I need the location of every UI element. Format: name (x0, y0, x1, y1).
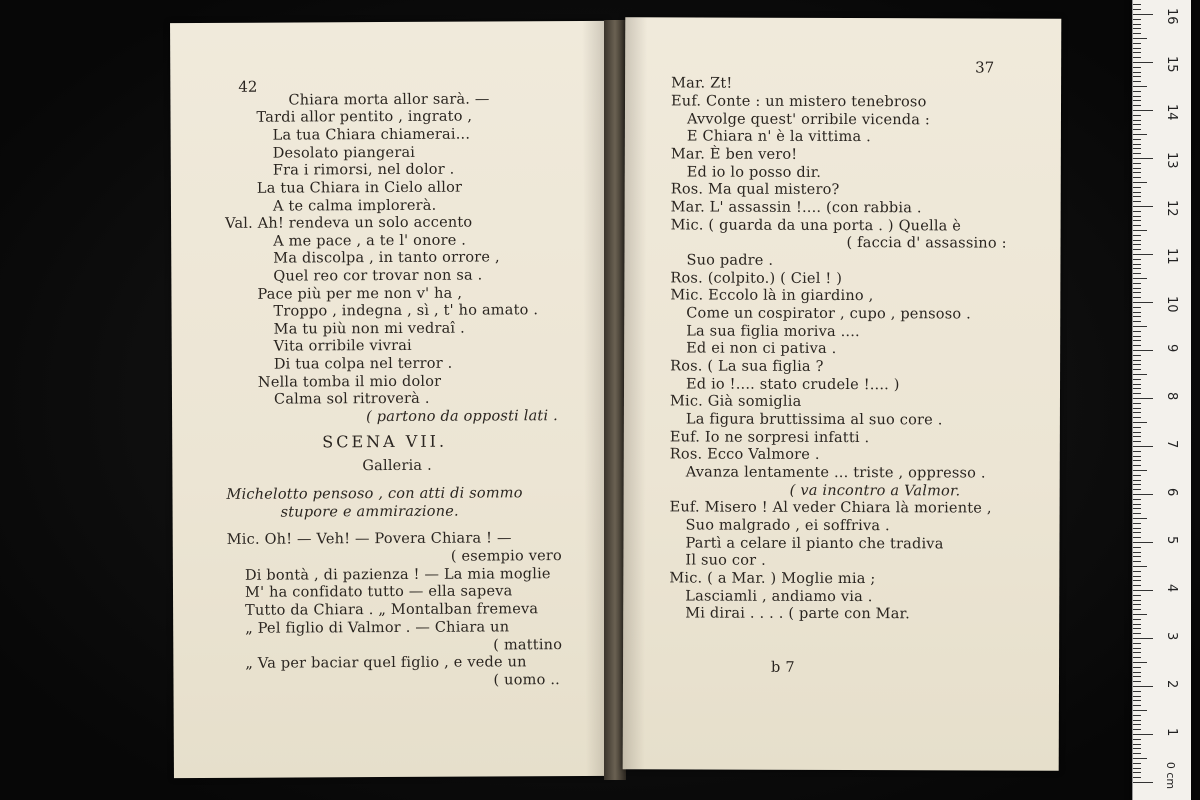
ruler-tick (1133, 528, 1141, 529)
ruler-tick (1133, 441, 1141, 442)
text-line: Ed io !.... stato crudele !.... ) (686, 376, 900, 394)
ruler-tick (1133, 172, 1141, 173)
ruler-number: 4 (1164, 584, 1179, 593)
ruler-tick (1133, 307, 1141, 308)
ruler-tick (1133, 192, 1141, 193)
text-line-speaker: Mar. L' assassin !.... (con rabbia . (670, 199, 922, 217)
text-line: A me pace , a te l' onore . (273, 232, 467, 250)
ruler-tick (1133, 542, 1153, 543)
ruler-tick (1133, 206, 1153, 207)
ruler-tick (1133, 744, 1141, 745)
ruler-tick (1133, 278, 1147, 279)
ruler-tick (1133, 633, 1141, 634)
text-line: Avvolge quest' orribile vicenda : (686, 111, 931, 129)
ruler-tick (1133, 326, 1147, 327)
ruler-tick (1133, 360, 1141, 361)
ruler-tick (1133, 398, 1153, 399)
ruler-tick (1133, 264, 1141, 265)
ruler-tick (1133, 331, 1141, 332)
right-page (623, 17, 1062, 771)
ruler-tick (1133, 254, 1153, 255)
ruler-tick (1133, 388, 1141, 389)
text-line: Chiara morta allor sarà. — (288, 91, 490, 109)
ruler-tick (1133, 628, 1141, 629)
ruler-tick (1133, 9, 1141, 10)
text-line: Ed ei non ci pativa . (686, 340, 837, 357)
text-line: Tardi allor pentito , ingrato , (256, 108, 473, 126)
ruler-tick (1133, 316, 1141, 317)
stage-direction: ( partono da opposti lati . (366, 408, 558, 426)
ruler-tick (1133, 393, 1141, 394)
ruler-tick (1133, 321, 1141, 322)
text-line-speaker: Mic. ( a Mar. ) Moglie mia ; (669, 570, 876, 588)
ruler-tick (1133, 624, 1141, 625)
ruler-tick (1133, 412, 1141, 413)
ruler-tick (1133, 129, 1141, 130)
text-line: M' ha confidato tutto — ella sapeva (244, 583, 513, 601)
ruler-tick (1133, 715, 1141, 716)
text-line-speaker: Mic. Eccolo là in giardino , (670, 287, 874, 305)
ruler-tick (1133, 268, 1141, 269)
ruler-tick (1133, 220, 1141, 221)
ruler-tick (1133, 350, 1153, 351)
page-number-left: 42 (238, 77, 258, 96)
ruler-tick (1133, 240, 1141, 241)
text-line: Il suo cor . (685, 552, 766, 569)
left-page (170, 21, 610, 778)
ruler-tick (1133, 340, 1141, 341)
ruler-tick (1133, 43, 1141, 44)
ruler-tick (1133, 187, 1141, 188)
ruler-tick (1133, 436, 1141, 437)
ruler-tick (1133, 518, 1147, 519)
stage-direction: Michelotto pensoso , con atti di sommo (226, 485, 523, 503)
ruler-tick (1133, 345, 1141, 346)
text-line: La sua figlia moriva .... (686, 323, 860, 341)
ruler-tick (1133, 24, 1141, 25)
ruler-tick (1133, 686, 1153, 687)
ruler-tick (1133, 28, 1141, 29)
ruler-tick (1133, 369, 1141, 370)
ruler-tick (1133, 100, 1141, 101)
ruler-tick (1133, 408, 1141, 409)
ruler-tick (1133, 748, 1141, 749)
ruler-tick (1133, 499, 1141, 500)
ruler-tick (1133, 700, 1141, 701)
text-line: Ma discolpa , in tanto orrore , (273, 249, 500, 267)
ruler-tick (1133, 566, 1147, 567)
ruler-tick (1133, 609, 1141, 610)
ruler-tick (1133, 211, 1141, 212)
ruler-tick (1133, 724, 1141, 725)
text-line: Partì a celare il pianto che tradiva (685, 535, 944, 553)
text-line: Tutto da Chiara . „ Montalban fremeva (245, 601, 539, 619)
ruler-tick (1133, 148, 1141, 149)
ruler-tick (1133, 196, 1141, 197)
ruler-tick (1133, 14, 1153, 15)
ruler-tick (1133, 475, 1141, 476)
ruler-tick (1133, 153, 1141, 154)
text-line-speaker: Ros. Ecco Valmore . (669, 446, 820, 463)
ruler-tick (1133, 758, 1147, 759)
text-line: La tua Chiara in Cielo allor (256, 179, 463, 197)
ruler-tick (1133, 139, 1141, 140)
ruler-number: 6 (1164, 488, 1179, 497)
right-page-shadow (623, 17, 648, 769)
text-line: Fra i rimorsi, nel dolor . (272, 161, 455, 179)
ruler-unit: 0 cm (1164, 761, 1178, 790)
ruler-number: 16 (1164, 8, 1179, 25)
ruler-tick (1133, 494, 1153, 495)
ruler-number: 3 (1164, 632, 1179, 641)
text-line: Calma sol ritroverà . (273, 390, 430, 408)
ruler-tick (1133, 355, 1141, 356)
text-line-speaker: Mic. Oh! — Veh! — Povera Chiara ! — (226, 530, 512, 548)
text-line-speaker: Mic. Già somiglia (669, 393, 802, 410)
ruler-tick (1133, 33, 1141, 34)
text-line: A te calma implorerà. (272, 197, 437, 215)
ruler-tick (1133, 86, 1147, 87)
ruler-tick (1133, 547, 1141, 548)
text-line: Di bontà , di pazienza ! — La mia moglie (244, 566, 551, 584)
ruler-tick (1133, 144, 1141, 145)
ruler-tick (1133, 763, 1141, 764)
ruler-tick (1133, 283, 1141, 284)
text-line: Nella tomba il mio dolor (257, 373, 442, 391)
text-line-speaker: Euf. Io ne sorpresi infatti . (669, 429, 870, 447)
ruler-tick (1133, 619, 1141, 620)
ruler-number: 2 (1164, 680, 1179, 689)
ruler-tick (1133, 676, 1141, 677)
ruler-tick (1133, 465, 1141, 466)
ruler-tick (1133, 600, 1141, 601)
ruler-tick (1133, 604, 1141, 605)
ruler-tick (1133, 288, 1141, 289)
text-line: Troppo , indegna , sì , t' ho amato . (273, 302, 539, 320)
ruler-tick (1133, 643, 1141, 644)
ruler-tick (1133, 657, 1141, 658)
ruler-tick (1133, 556, 1141, 557)
ruler-tick (1133, 729, 1141, 730)
ruler-tick (1133, 168, 1141, 169)
ruler-tick (1133, 403, 1141, 404)
text-line: La figura bruttissima al suo core . (685, 411, 943, 429)
ruler-tick (1133, 777, 1141, 778)
text-line-speaker: Mic. ( guarda da una porta . ) Quella è (670, 217, 962, 235)
text-line: Di tua colpa nel terror . (273, 355, 453, 373)
text-line: Pace più per me non v' ha , (257, 285, 463, 303)
ruler-tick (1133, 580, 1141, 581)
text-line: ( esempio vero (450, 548, 562, 565)
ruler-tick (1133, 38, 1147, 39)
ruler-tick (1133, 513, 1141, 514)
ruler-tick (1133, 753, 1141, 754)
ruler-tick (1133, 470, 1147, 471)
ruler-tick (1133, 772, 1141, 773)
stage-direction: stupore e ammirazione. (280, 503, 459, 521)
ruler-tick (1133, 705, 1141, 706)
text-line: La tua Chiara chiamerai... (272, 126, 471, 144)
ruler-tick (1133, 638, 1153, 639)
ruler-tick (1133, 158, 1153, 159)
ruler-number: 10 (1164, 296, 1179, 313)
ruler-tick (1133, 595, 1141, 596)
text-line-speaker: Mar. Zt! (671, 75, 733, 92)
ruler-number: 5 (1164, 536, 1179, 545)
text-line: Vita orribile vivrai (273, 337, 412, 355)
text-line: ( faccia d' assassino : (846, 235, 1007, 252)
scene-heading: SCENA VII. (322, 431, 448, 452)
ruler-tick (1133, 451, 1141, 452)
ruler-tick (1133, 96, 1141, 97)
ruler-tick (1133, 336, 1141, 337)
ruler-tick (1133, 508, 1141, 509)
ruler-tick (1133, 19, 1141, 20)
ruler-tick (1133, 67, 1141, 68)
ruler-tick (1133, 710, 1147, 711)
text-line: Lasciamli , andiamo via . (685, 588, 873, 606)
ruler-tick (1133, 72, 1141, 73)
text-line: „ Pel figlio di Valmor . — Chiara un (245, 619, 510, 637)
ruler-tick (1133, 585, 1141, 586)
ruler-tick (1133, 782, 1153, 783)
ruler-tick (1133, 696, 1141, 697)
ruler-tick (1133, 691, 1141, 692)
page-number-right: 37 (975, 58, 995, 77)
ruler-tick (1133, 681, 1141, 682)
ruler-tick (1133, 292, 1141, 293)
ruler-tick (1133, 552, 1141, 553)
ruler-tick (1133, 614, 1147, 615)
text-line-speaker: Ros. Ma qual mistero? (670, 181, 840, 198)
signature-mark: b 7 (771, 659, 795, 676)
ruler-tick (1133, 446, 1153, 447)
ruler-tick (1133, 105, 1141, 106)
ruler-tick (1133, 427, 1141, 428)
text-line-speaker: Mar. È ben vero! (670, 146, 798, 163)
ruler-tick (1133, 648, 1141, 649)
ruler-tick (1133, 768, 1141, 769)
ruler-tick (1133, 120, 1141, 121)
text-line: „ Va per baciar quel figlio , e vede un (245, 654, 527, 672)
ruler-tick (1133, 201, 1141, 202)
text-line: Ma tu più non mi vedraî . (273, 320, 465, 338)
ruler-tick (1133, 302, 1153, 303)
ruler-tick (1133, 480, 1141, 481)
ruler-tick (1133, 667, 1141, 668)
text-line: Ed io lo posso dir. (686, 164, 822, 181)
ruler-tick (1133, 91, 1141, 92)
text-line: Avanza lentamente ... triste , oppresso . (685, 464, 986, 482)
ruler-tick (1133, 489, 1141, 490)
ruler-number: 9 (1164, 344, 1179, 353)
text-line: ( uomo .. (493, 672, 560, 689)
ruler-tick (1133, 504, 1141, 505)
ruler-tick (1133, 374, 1147, 375)
ruler-tick (1133, 364, 1141, 365)
scene-place: Galleria . (362, 457, 432, 475)
ruler-tick (1133, 537, 1141, 538)
ruler-tick (1133, 216, 1141, 217)
ruler-tick (1133, 259, 1141, 260)
ruler-tick (1133, 460, 1141, 461)
text-line-speaker: Euf. Misero ! Al veder Chiara là moriente , (669, 499, 992, 517)
ruler-tick (1133, 62, 1153, 63)
ruler-tick (1133, 734, 1153, 735)
ruler-tick (1133, 177, 1141, 178)
ruler-tick (1133, 532, 1141, 533)
text-line-speaker: Ros. ( La sua figlia ? (670, 358, 824, 375)
ruler-tick (1133, 523, 1141, 524)
stage-direction: ( va incontro a Valmor. (789, 482, 961, 500)
ruler-tick (1133, 422, 1147, 423)
ruler-tick (1133, 590, 1153, 591)
ruler-tick (1133, 417, 1141, 418)
ruler-tick (1133, 163, 1141, 164)
text-line: Suo padre . (686, 252, 774, 269)
ruler-tick (1133, 57, 1141, 58)
ruler-tick (1133, 312, 1141, 313)
ruler-tick (1133, 225, 1141, 226)
ruler-tick (1133, 456, 1141, 457)
ruler-number: 7 (1164, 440, 1179, 449)
text-line-speaker: Euf. Conte : un mistero tenebroso (670, 93, 927, 111)
ruler-number: 15 (1164, 56, 1179, 73)
ruler-tick (1133, 662, 1147, 663)
ruler-tick (1133, 561, 1141, 562)
ruler-tick (1133, 182, 1147, 183)
ruler-tick (1133, 76, 1141, 77)
ruler-number: 8 (1164, 392, 1179, 401)
ruler-tick (1133, 432, 1141, 433)
measuring-ruler (1132, 0, 1191, 800)
text-line: Mi dirai . . . . ( parte con Mar. (685, 605, 910, 623)
ruler-tick (1133, 576, 1141, 577)
ruler-number: 14 (1164, 104, 1179, 121)
text-line: Suo malgrado , ei soffriva . (685, 517, 890, 535)
ruler-tick (1133, 124, 1141, 125)
ruler-number: 13 (1164, 152, 1179, 169)
ruler-tick (1133, 230, 1147, 231)
text-line-speaker: Val. Ah! rendeva un solo accento (225, 214, 473, 232)
ruler-number: 11 (1164, 248, 1179, 265)
text-line: Come un cospirator , cupo , pensoso . (686, 305, 971, 323)
ruler-tick (1133, 4, 1141, 5)
ruler-tick (1133, 484, 1141, 485)
ruler-tick (1133, 379, 1141, 380)
ruler-tick (1133, 249, 1141, 250)
ruler-tick (1133, 48, 1141, 49)
ruler-tick (1133, 652, 1141, 653)
ruler-number: 1 (1164, 728, 1179, 737)
ruler-tick (1133, 52, 1141, 53)
ruler-tick (1133, 244, 1141, 245)
text-line: ( mattino (493, 637, 563, 654)
ruler-number: 12 (1164, 200, 1179, 217)
ruler-tick (1133, 739, 1141, 740)
ruler-tick (1133, 571, 1141, 572)
ruler-tick (1133, 384, 1141, 385)
text-line-speaker: Ros. (colpito.) ( Ciel ! ) (670, 270, 843, 287)
ruler-tick (1133, 672, 1141, 673)
ruler-tick (1133, 134, 1147, 135)
ruler-tick (1133, 273, 1141, 274)
text-line: Quel reo cor trovar non sa . (273, 267, 483, 285)
text-line: E Chiara n' è la vittima . (686, 128, 871, 146)
ruler-tick (1133, 720, 1141, 721)
ruler-tick (1133, 81, 1141, 82)
ruler-tick (1133, 115, 1141, 116)
ruler-tick (1133, 235, 1141, 236)
text-line: Desolato piangerai (272, 144, 416, 162)
ruler-tick (1133, 297, 1141, 298)
ruler-tick (1133, 110, 1153, 111)
